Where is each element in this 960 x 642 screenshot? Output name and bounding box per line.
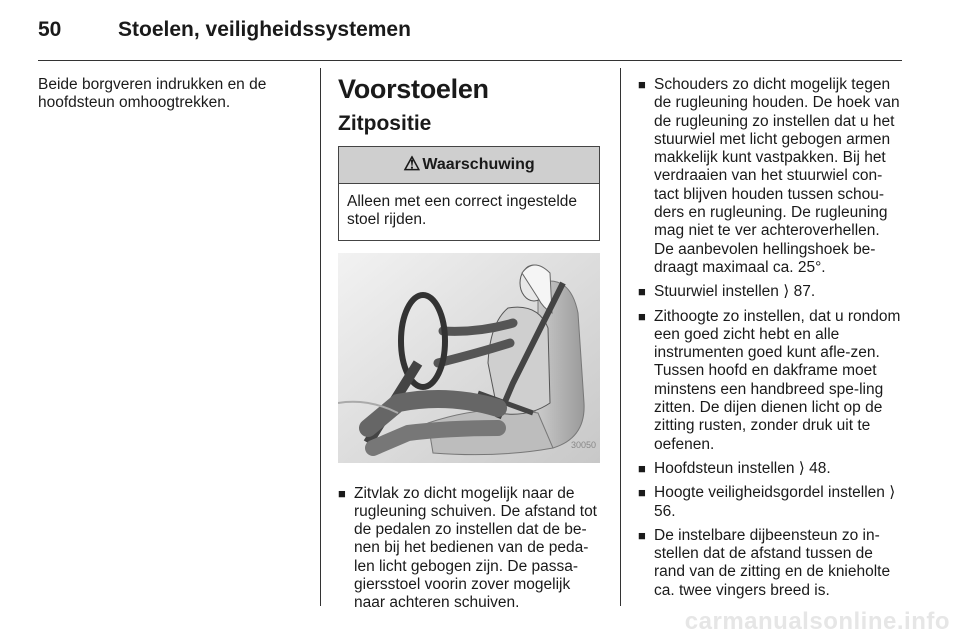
figure-number: 30050 <box>570 440 596 451</box>
list-item: ■ Zitvlak zo dicht mogelijk naar de rugleuning schuiven. De afstand tot de pedalen zo instellen dat de be-nen bij het bedienen van de peda-len licht gebogen zijn. De passa-giersstoel voorin zover mogelijk naar achteren schuiven. <box>338 485 600 613</box>
seat-adjust-list <box>638 76 902 600</box>
list-item: ■ Zithoogte zo instellen, dat u rondom een goed zicht hebt en alle instrumenten goed kunt afle-zen. Tussen hoofd en dakframe moet minstens een handbreed spe-ling zitten. De dijen dienen licht op de zitting rusten, zonder druk uit te oefenen. <box>638 308 902 454</box>
list-item: ■ Stuurwiel instellen ⟩ 87. <box>638 283 902 301</box>
driver-seat-illustration <box>338 253 600 463</box>
list-item: ■ De instelbare dijbeensteun zo in-stellen dat de afstand tussen de rand van de zitting en de knieholte ca. twee vingers breed is. <box>638 527 902 600</box>
warning-text: Alleen met een correct ingestelde stoel rijden. <box>347 193 578 229</box>
list-item: ■ Hoofdsteun instellen ⟩ 48. <box>638 460 902 478</box>
chapter-title: Voorstoelen <box>338 74 489 104</box>
seating-position-figure <box>338 253 600 463</box>
page-number: 50 <box>38 18 62 41</box>
column-divider-1 <box>320 68 321 606</box>
column-2 <box>338 74 600 619</box>
header-rule <box>38 60 902 61</box>
warning-header <box>339 147 599 184</box>
column-1 <box>38 76 300 113</box>
warning-title: Waarschuwing <box>422 155 535 173</box>
column-divider-2 <box>620 68 621 606</box>
column-3 <box>638 76 902 606</box>
page-header <box>0 0 960 60</box>
section-title: Stoelen, veiligheidssystemen <box>118 18 411 41</box>
warning-triangle-icon: ⚠ <box>403 153 421 175</box>
seat-instructions-list <box>338 485 600 613</box>
list-item: ■ Hoogte veiligheidsgordel instellen ⟩ 56. <box>638 484 902 521</box>
headrest-instruction-text: Beide borgveren indrukken en de hoofdsteun omhoogtrekken. <box>38 76 267 112</box>
warning-box <box>338 146 600 241</box>
subsection-title: Zitpositie <box>338 112 432 135</box>
footer-watermark: carmanualsonline.info <box>684 608 950 635</box>
list-item: ■ Schouders zo dicht mogelijk tegen de rugleuning houden. De hoek van de rugleuning zo instellen dat u het stuurwiel met licht gebogen armen makkelijk kunt vastpakken. Bij het verdraaien van het stuurwiel con-tact blijven houden tussen schou-ders en rugleuning. De rugleuning mag niet te ver achteroverhellen. De aanbevolen hellingshoek be-draagt maximaal ca. 25°. <box>638 76 902 277</box>
